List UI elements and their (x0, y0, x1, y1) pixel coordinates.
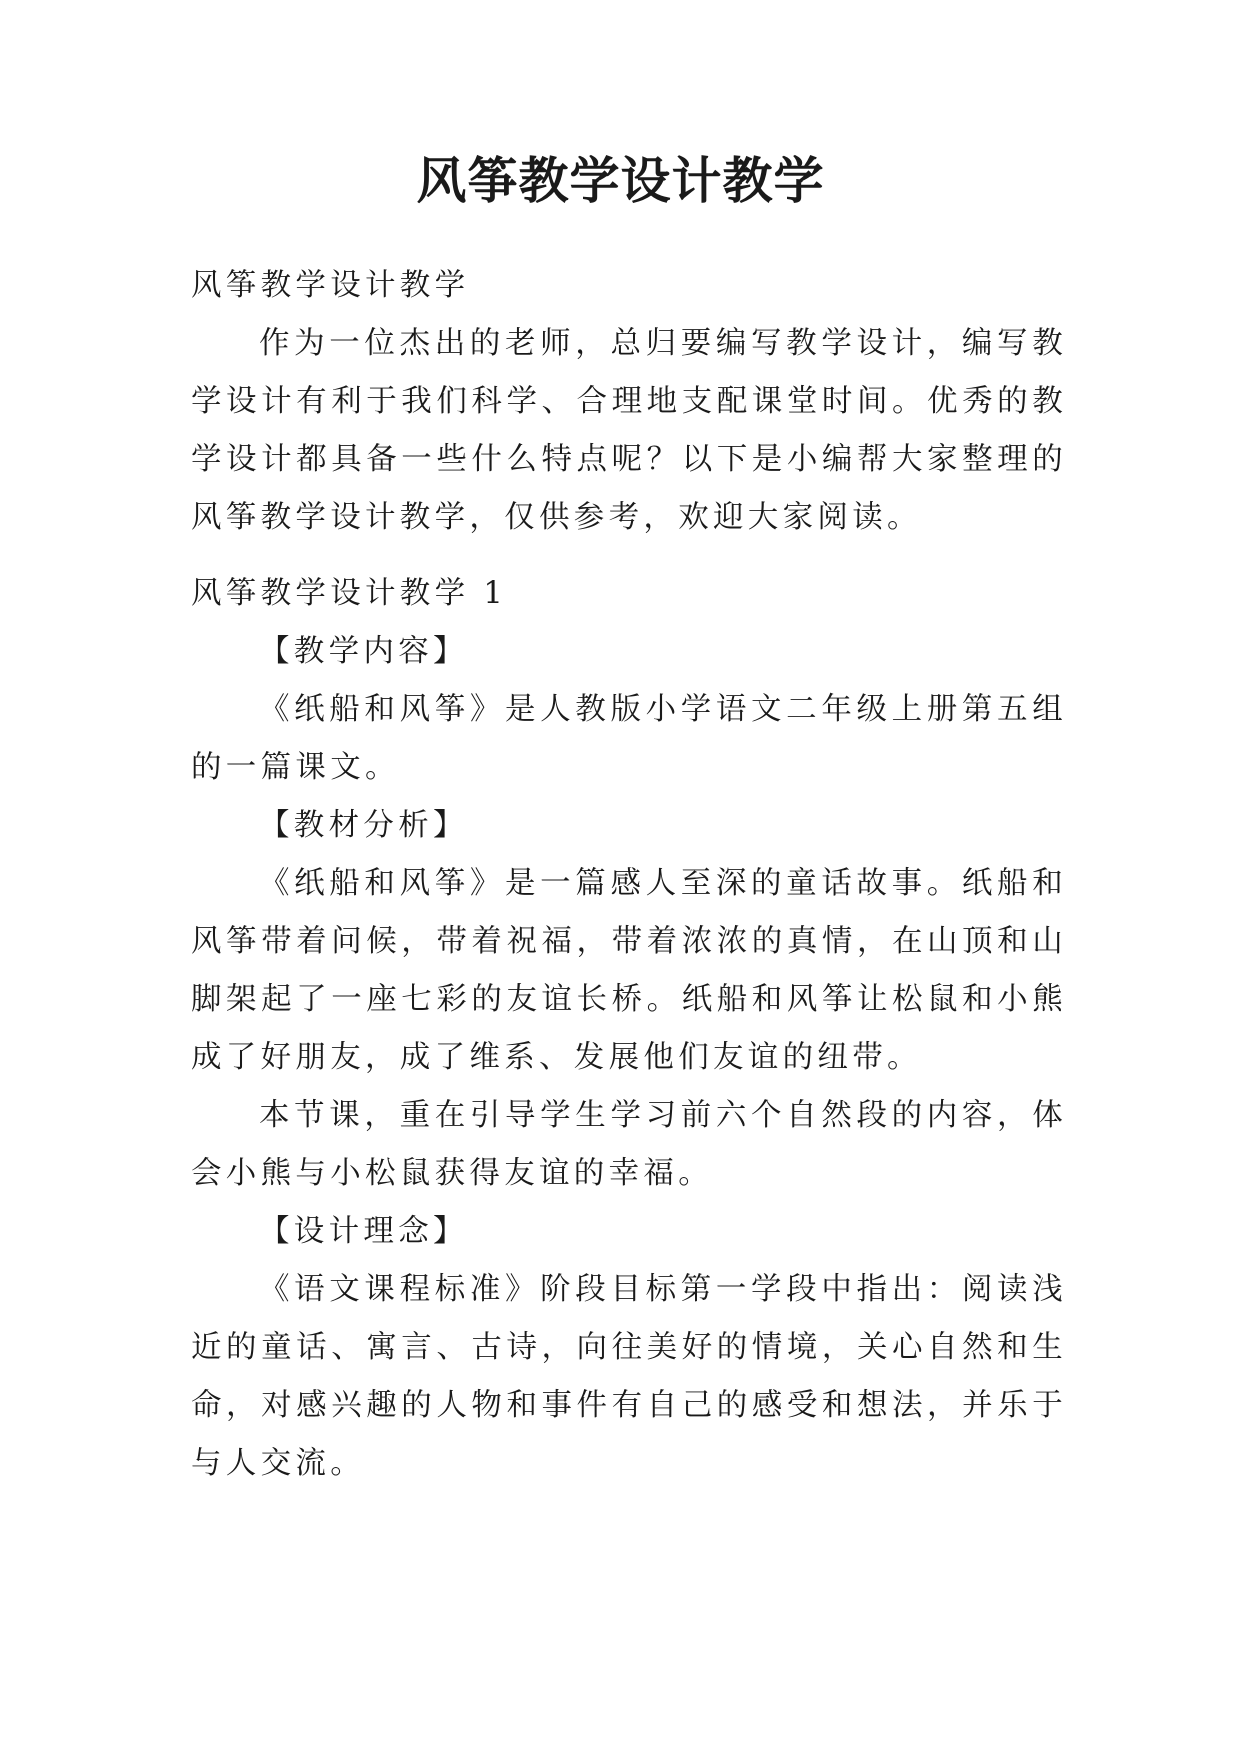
section-1-block (191, 565, 1067, 1493)
document-title: 风筝教学设计教学 (416, 151, 825, 210)
material-analysis-text-2: 本节课，重在引导学生学习前六个自然段的内容，体会小熊与小松鼠获得友谊的幸福。 (191, 1098, 1067, 1191)
intro-heading: 风筝教学设计教学 (191, 268, 470, 303)
intro-paragraph: 作为一位杰出的老师，总归要编写教学设计，编写教学设计有利于我们科学、合理地支配课堂时间。优秀的教学设计都具备一些什么特点呢？以下是小编帮大家整理的风筝教学设计教学，仅供参考，欢迎大家阅读。 (191, 326, 1067, 535)
design-concept-text: 《语文课程标准》阶段目标第一学段中指出：阅读浅近的童话、寓言、古诗，向往美好的情境，关心自然和生命，对感兴趣的人物和事件有自己的感受和想法，并乐于与人交流。 (191, 1272, 1067, 1481)
section-1-heading: 风筝教学设计教学 1 (191, 576, 508, 611)
material-analysis-label: 【教材分析】 (259, 808, 468, 843)
teaching-content-text: 《纸船和风筝》是人教版小学语文二年级上册第五组的一篇课文。 (191, 692, 1067, 785)
design-concept-label: 【设计理念】 (259, 1214, 468, 1249)
intro-block (191, 257, 1067, 547)
material-analysis-text-1: 《纸船和风筝》是一篇感人至深的童话故事。纸船和风筝带着问候，带着祝福，带着浓浓的真情，在山顶和山脚架起了一座七彩的友谊长桥。纸船和风筝让松鼠和小熊成了好朋友，成了维系、发展他们友谊的纽带。 (191, 866, 1067, 1075)
teaching-content-label: 【教学内容】 (259, 634, 468, 669)
